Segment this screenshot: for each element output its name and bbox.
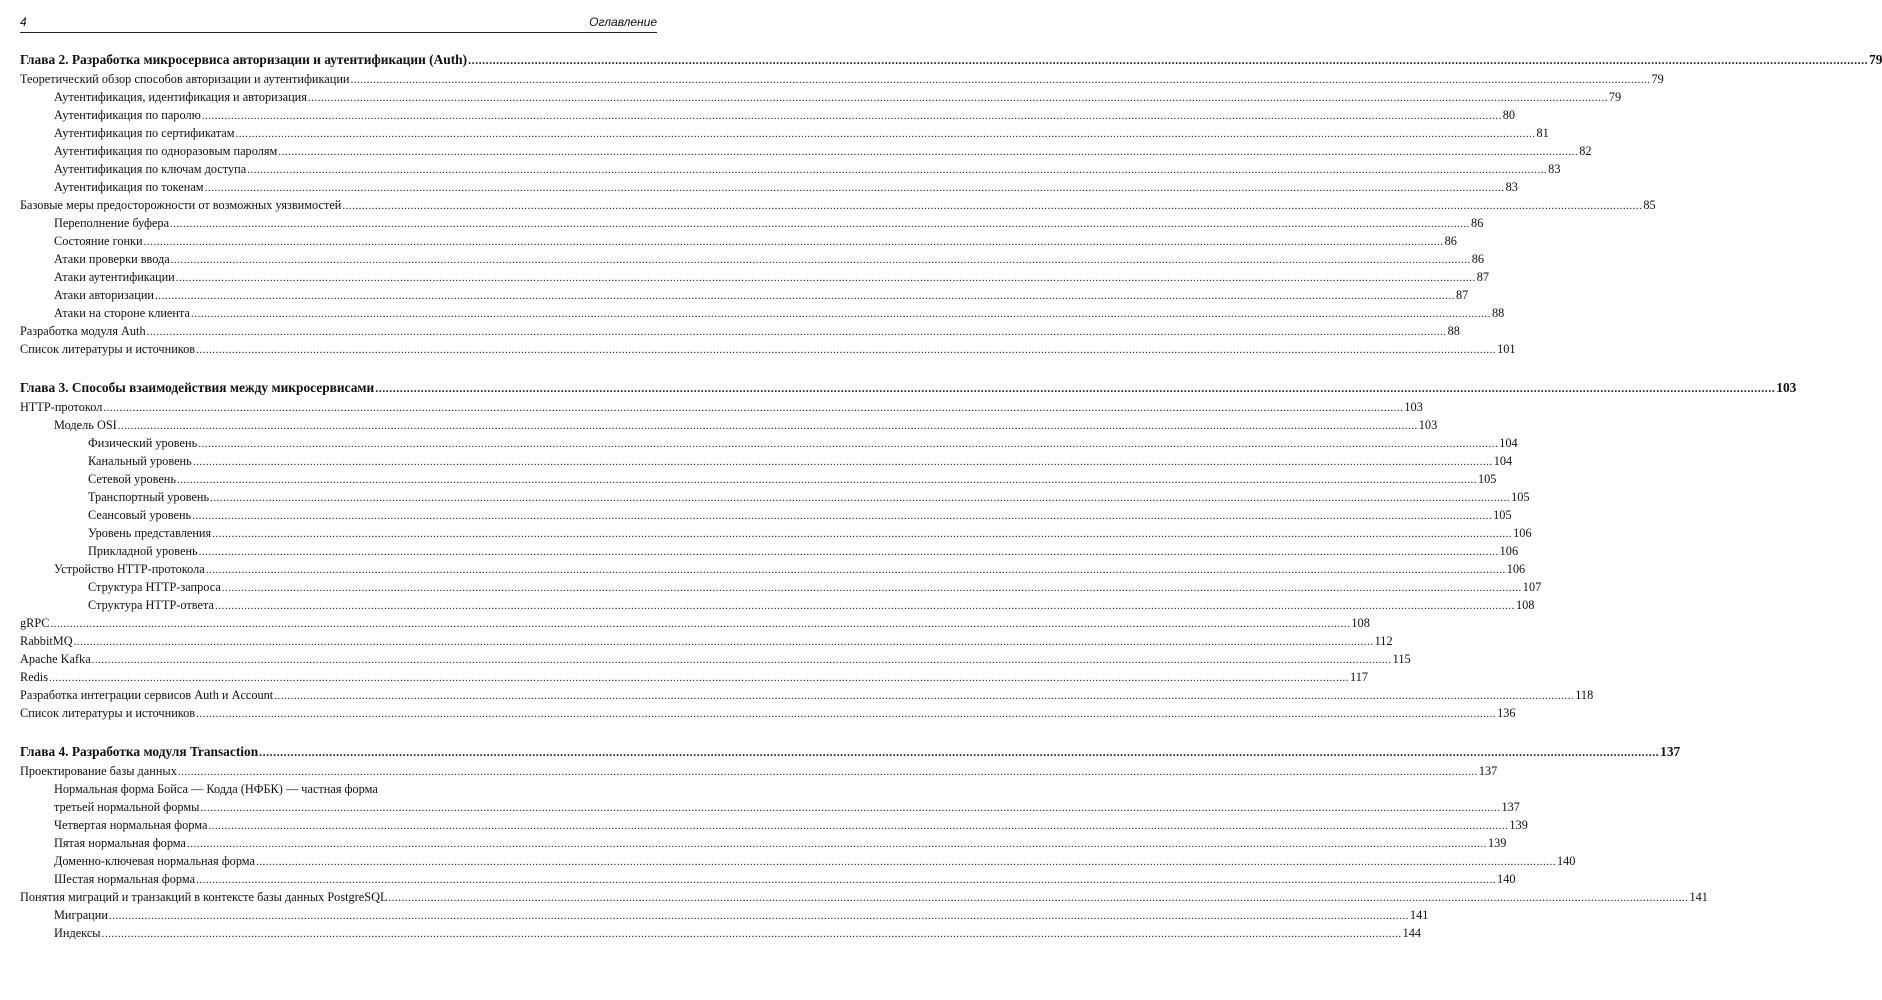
toc-entry[interactable] (20, 488, 1530, 506)
toc-page-number: 107 (1522, 580, 1542, 594)
toc-entry-title: Переполнение буфера (54, 216, 170, 230)
dot-leader: ................................................................................................................................................................................................................................................................................................................................................................................................................ (196, 344, 1497, 356)
toc-page-number: 108 (1351, 616, 1370, 630)
toc-entry-title: Атаки на стороне клиента (54, 306, 190, 320)
toc-entry[interactable] (20, 704, 1516, 722)
toc-entry-title: Индексы (54, 926, 101, 940)
dot-leader: ................................................................................................................................................................................................................................................................................................................................................................................................................ (73, 636, 1374, 648)
toc-entry[interactable] (20, 834, 1507, 852)
toc-entry-title: Сеансовый уровень (88, 508, 192, 522)
toc-page-number: 139 (1509, 818, 1528, 832)
toc-entry[interactable] (20, 106, 1516, 124)
toc-page-number: 79 (1608, 90, 1622, 104)
toc-entry[interactable] (20, 70, 1664, 88)
toc-entry-title: Уровень представления (88, 526, 212, 540)
toc-entry-title: Структура HTTP-запроса (88, 580, 221, 594)
toc-page-number: 81 (1536, 126, 1549, 140)
page-number: 4 (20, 15, 27, 29)
toc-entry[interactable] (20, 668, 1369, 686)
toc-page-number: 86 (1471, 216, 1484, 230)
toc-entry-title: Аутентификация по одноразовым паролям (54, 144, 278, 158)
toc-page-number: 83 (1548, 162, 1561, 176)
toc-page-number: 83 (1505, 180, 1518, 194)
toc-entry[interactable] (20, 888, 1708, 906)
dot-leader: ................................................................................................................................................................................................................................................................................................................................................................................................................ (170, 218, 1471, 230)
dot-leader: ................................................................................................................................................................................................................................................................................................................................................................................................................ (190, 308, 1491, 320)
toc-entry[interactable] (20, 178, 1518, 196)
toc-entry[interactable] (20, 596, 1535, 614)
toc-page-number: 137 (1478, 764, 1498, 778)
dot-leader: ................................................................................................................................................................................................................................................................................................................................................................................................................ (177, 766, 1478, 778)
toc-entry-title: Список литературы и источников (20, 706, 196, 720)
toc-page-number: 86 (1471, 252, 1485, 266)
dot-leader: ................................................................................................................................................................................................................................................................................................................................................................................................................ (103, 402, 1404, 414)
toc-page-number: 139 (1487, 836, 1507, 850)
toc-page-number: 79 (1869, 52, 1882, 67)
dot-leader: ................................................................................................................................................................................................................................................................................................................................................................................................................ (307, 92, 1608, 104)
toc-entry-title: Атаки авторизации (54, 288, 154, 302)
toc-entry-title: Понятия миграций и транзакций в контексте базы данных PostgreSQL (20, 890, 388, 904)
toc-entry-title: RabbitMQ (20, 634, 73, 648)
toc-entry-title: Аутентификация по ключам доступа (54, 162, 247, 176)
toc-page-number: 106 (1506, 562, 1526, 576)
toc-page-number: 87 (1476, 270, 1490, 284)
dot-leader: ................................................................................................................................................................................................................................................................................................................................................................................................................ (91, 654, 1392, 666)
toc-entry-title: Доменно-ключевая нормальная форма (54, 854, 255, 868)
dot-leader: ................................................................................................................................................................................................................................................................................................................................................................................................................ (196, 874, 1497, 886)
dot-leader: ................................................................................................................................................................................................................................................................................................................................................................................................................ (259, 745, 1660, 759)
toc-entry[interactable] (20, 88, 1622, 106)
toc-entry-title: Аутентификация по паролю (54, 108, 201, 122)
dot-leader: ................................................................................................................................................................................................................................................................................................................................................................................................................ (204, 182, 1505, 194)
toc-page-number: 118 (1575, 688, 1594, 702)
toc-page-number: 136 (1497, 706, 1516, 720)
dot-leader: ................................................................................................................................................................................................................................................................................................................................................................................................................ (210, 492, 1511, 504)
toc-entry[interactable] (20, 196, 1656, 214)
toc-entry-title: Транспортный уровень (88, 490, 210, 504)
toc-page-number: 137 (1501, 800, 1520, 814)
dot-leader: ................................................................................................................................................................................................................................................................................................................................................................................................................ (212, 528, 1513, 540)
toc-entry[interactable] (20, 142, 1592, 160)
toc-entry[interactable] (20, 614, 1370, 632)
toc-page-number: 104 (1499, 436, 1518, 450)
dot-leader: ................................................................................................................................................................................................................................................................................................................................................................................................................ (117, 420, 1418, 432)
toc-page-number: 117 (1350, 670, 1369, 684)
toc-page-number: 105 (1478, 472, 1497, 486)
toc-entry-title: Сетевой уровень (88, 472, 176, 486)
toc-entry-title: Проектирование базы данных (20, 764, 177, 778)
dot-leader: ................................................................................................................................................................................................................................................................................................................................................................................................................ (278, 146, 1579, 158)
toc-entry[interactable] (20, 506, 1512, 524)
toc-entry-title: Разработка модуля Auth (20, 324, 146, 338)
toc-entry[interactable] (20, 542, 1519, 560)
toc-entry-title: Базовые меры предосторожности от возможных уязвимостей (20, 198, 342, 212)
toc-entry-title: Четвертая нормальная форма (54, 818, 208, 832)
toc-entry[interactable] (20, 214, 1484, 232)
toc-entry[interactable] (20, 452, 1513, 470)
toc-page-number: 144 (1402, 926, 1422, 940)
toc-page-number: 106 (1513, 526, 1532, 540)
toc-entry-title: Теоретический обзор способов авторизации и аутентификации (20, 72, 350, 86)
dot-leader: ................................................................................................................................................................................................................................................................................................................................................................................................................ (154, 290, 1455, 302)
toc-entry-title: Аутентификация по токенам (54, 180, 204, 194)
dot-leader: ................................................................................................................................................................................................................................................................................................................................................................................................................ (375, 381, 1776, 395)
toc-entry[interactable] (20, 416, 1438, 434)
toc-entry-title: gRPC (20, 616, 50, 630)
dot-leader: ................................................................................................................................................................................................................................................................................................................................................................................................................ (50, 618, 1351, 630)
dot-leader: ................................................................................................................................................................................................................................................................................................................................................................................................................ (175, 272, 1476, 284)
toc-page-number: 103 (1418, 418, 1438, 432)
toc-entry-title: третьей нормальной формы (54, 800, 200, 814)
toc-entry[interactable] (20, 250, 1485, 268)
dot-leader: ................................................................................................................................................................................................................................................................................................................................................................................................................ (342, 200, 1643, 212)
toc-entry-title: Канальный уровень (88, 454, 192, 468)
dot-leader: ................................................................................................................................................................................................................................................................................................................................................................................................................ (235, 128, 1536, 140)
toc-page-number: 86 (1444, 234, 1457, 248)
toc-entry[interactable] (20, 852, 1576, 870)
toc-page-number: 101 (1497, 342, 1516, 356)
toc-entry[interactable] (20, 322, 1460, 340)
toc-entry-title: Аутентификация по сертификатам (54, 126, 235, 140)
dot-leader: ................................................................................................................................................................................................................................................................................................................................................................................................................ (143, 236, 1444, 248)
toc-entry[interactable] (20, 268, 1490, 286)
toc-entry-title: Глава 3. Способы взаимодействия между микросервисами (20, 380, 375, 395)
toc-page-number: 106 (1499, 544, 1519, 558)
dot-leader: ................................................................................................................................................................................................................................................................................................................................................................................................................ (205, 564, 1506, 576)
toc-entry-title: Apache Kafka (20, 652, 91, 666)
dot-leader: ................................................................................................................................................................................................................................................................................................................................................................................................................ (388, 892, 1689, 904)
dot-leader: ................................................................................................................................................................................................................................................................................................................................................................................................................ (198, 438, 1499, 450)
toc-entry[interactable] (20, 870, 1516, 888)
dot-leader: ................................................................................................................................................................................................................................................................................................................................................................................................................ (177, 474, 1477, 486)
toc-page-number: 112 (1374, 634, 1393, 648)
toc-entry[interactable] (20, 286, 1469, 304)
toc-entry-title: Нормальная форма Бойса — Кодда (НФБК) — частная форма (54, 782, 378, 796)
toc-page-number: 82 (1579, 144, 1592, 158)
toc-entry-title: Атаки аутентификации (54, 270, 175, 284)
dot-leader: ................................................................................................................................................................................................................................................................................................................................................................................................................ (198, 546, 1499, 558)
toc-entry[interactable] (20, 470, 1497, 488)
toc-entry[interactable] (20, 924, 1422, 942)
dot-leader: ................................................................................................................................................................................................................................................................................................................................................................................................................ (247, 164, 1548, 176)
toc-entry[interactable] (20, 578, 1542, 596)
toc-page-number: 79 (1651, 72, 1664, 86)
toc-entry-title: Физический уровень (88, 436, 198, 450)
toc-page-number: 140 (1556, 854, 1576, 868)
toc-entry[interactable] (20, 398, 1423, 416)
dot-leader: ................................................................................................................................................................................................................................................................................................................................................................................................................ (350, 74, 1651, 86)
dot-leader: ................................................................................................................................................................................................................................................................................................................................................................................................................ (186, 838, 1487, 850)
toc-entry[interactable] (20, 906, 1429, 924)
toc-page-number: 103 (1404, 400, 1423, 414)
toc-page-number: 104 (1493, 454, 1513, 468)
toc-entry[interactable] (20, 160, 1561, 178)
toc-page-number: 85 (1643, 198, 1656, 212)
toc-page-number: 80 (1502, 108, 1516, 122)
toc-page-number: 88 (1447, 324, 1460, 338)
toc-entry-title: Аутентификация, идентификация и авторизация (54, 90, 307, 104)
toc-page-number: 103 (1776, 380, 1797, 395)
toc-entry-title: Пятая нормальная форма (54, 836, 186, 850)
toc-entry-title: HTTP-протокол (20, 400, 103, 414)
toc-entry[interactable] (20, 524, 1532, 542)
toc-page-number: 88 (1491, 306, 1505, 320)
toc-entry[interactable] (20, 686, 1594, 704)
toc-entry[interactable] (20, 762, 1498, 780)
dot-leader: ................................................................................................................................................................................................................................................................................................................................................................................................................ (468, 53, 1869, 67)
toc-entry[interactable] (20, 232, 1457, 250)
dot-leader: ................................................................................................................................................................................................................................................................................................................................................................................................................ (108, 910, 1409, 922)
toc-entry-title: Разработка интеграции сервисов Auth и Account (20, 688, 274, 702)
toc-chapter[interactable] (20, 742, 1681, 762)
toc-page-number: 105 (1493, 508, 1512, 522)
dot-leader: ................................................................................................................................................................................................................................................................................................................................................................................................................ (201, 110, 1502, 122)
toc-entry[interactable] (20, 124, 1549, 142)
dot-leader: ................................................................................................................................................................................................................................................................................................................................................................................................................ (221, 582, 1522, 594)
dot-leader: ................................................................................................................................................................................................................................................................................................................................................................................................................ (208, 820, 1509, 832)
dot-leader: ................................................................................................................................................................................................................................................................................................................................................................................................................ (170, 254, 1471, 266)
toc-entry[interactable] (20, 798, 1520, 816)
running-title: Оглавление (589, 15, 657, 29)
toc-entry-title: Шестая нормальная форма (54, 872, 196, 886)
toc-page-number: 108 (1515, 598, 1535, 612)
section-gap (20, 358, 657, 378)
toc-page-number: 141 (1689, 890, 1708, 904)
section-gap (20, 722, 657, 742)
toc-entry[interactable] (20, 816, 1528, 834)
table-of-contents (20, 50, 1882, 942)
dot-leader: ................................................................................................................................................................................................................................................................................................................................................................................................................ (49, 672, 1350, 684)
toc-entry[interactable] (20, 560, 1526, 578)
toc-entry-title: Модель OSI (54, 418, 117, 432)
dot-leader: ................................................................................................................................................................................................................................................................................................................................................................................................................ (255, 856, 1556, 868)
toc-chapter[interactable] (20, 378, 1797, 398)
toc-entry[interactable] (20, 304, 1505, 322)
toc-entry-title: Состояние гонки (54, 234, 143, 248)
toc-page-number: 115 (1392, 652, 1411, 666)
toc-entry-title: Redis (20, 670, 49, 684)
toc-entry-title: Структура HTTP-ответа (88, 598, 214, 612)
dot-leader: ................................................................................................................................................................................................................................................................................................................................................................................................................ (214, 600, 1515, 612)
dot-leader: ................................................................................................................................................................................................................................................................................................................................................................................................................ (101, 928, 1402, 940)
dot-leader: ................................................................................................................................................................................................................................................................................................................................................................................................................ (200, 802, 1501, 814)
dot-leader: ................................................................................................................................................................................................................................................................................................................................................................................................................ (146, 326, 1447, 338)
dot-leader: ................................................................................................................................................................................................................................................................................................................................................................................................................ (192, 510, 1493, 522)
toc-page-number: 87 (1455, 288, 1469, 302)
toc-entry[interactable] (20, 632, 1393, 650)
toc-page-number: 105 (1511, 490, 1530, 504)
toc-entry[interactable] (20, 650, 1411, 668)
toc-entry-title: Прикладной уровень (88, 544, 198, 558)
dot-leader: ................................................................................................................................................................................................................................................................................................................................................................................................................ (274, 690, 1575, 702)
toc-entry-title: Атаки проверки ввода (54, 252, 170, 266)
toc-entry-title: Устройство HTTP-протокола (54, 562, 205, 576)
toc-entry-title: Список литературы и источников (20, 342, 196, 356)
toc-entry-title: Глава 4. Разработка модуля Transaction (20, 744, 259, 759)
dot-leader: ................................................................................................................................................................................................................................................................................................................................................................................................................ (196, 708, 1497, 720)
page-header (20, 10, 657, 33)
toc-entry[interactable] (20, 340, 1516, 358)
toc-page-number: 141 (1409, 908, 1429, 922)
toc-page-number: 140 (1497, 872, 1516, 886)
dot-leader: ................................................................................................................................................................................................................................................................................................................................................................................................................ (192, 456, 1493, 468)
toc-entry[interactable] (20, 780, 657, 798)
toc-chapter[interactable] (20, 50, 1882, 70)
toc-entry-title: Глава 2. Разработка микросервиса авторизации и аутентификации (Auth) (20, 52, 468, 67)
toc-entry[interactable] (20, 434, 1518, 452)
toc-page-number: 137 (1660, 744, 1681, 759)
toc-entry-title: Миграции (54, 908, 108, 922)
